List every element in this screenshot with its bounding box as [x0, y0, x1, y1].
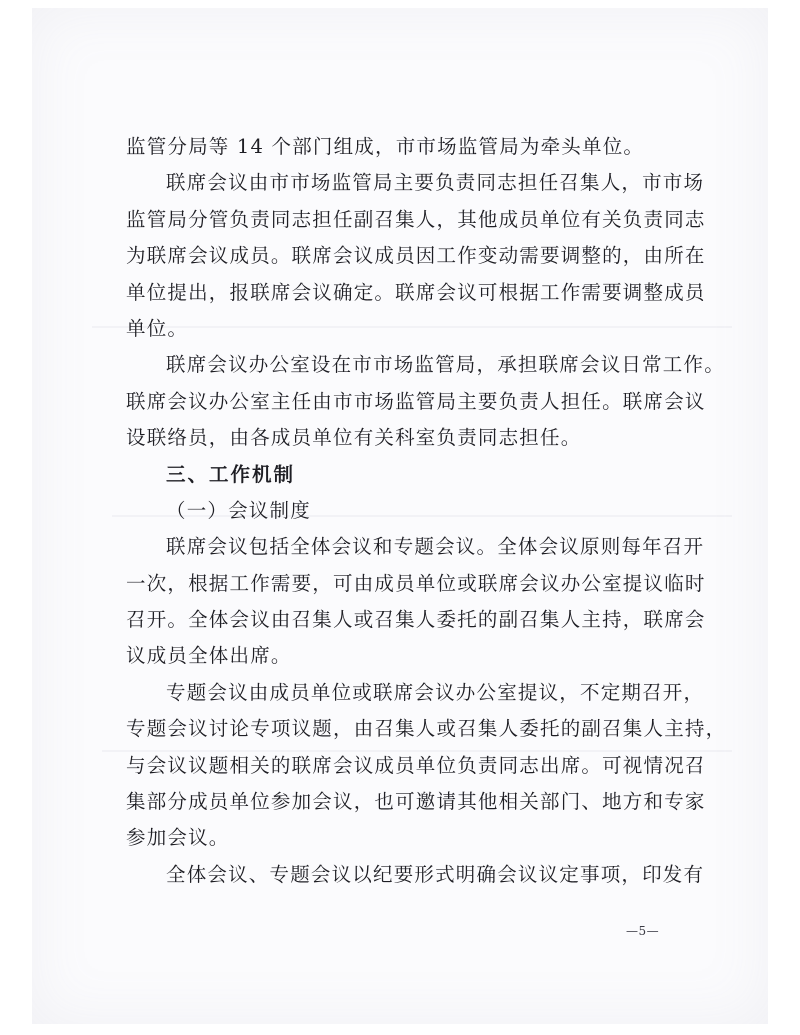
text-line: 专题会议讨论专项议题，由召集人或召集人委托的副召集人主持，	[126, 717, 727, 741]
text-line: 联席会议办公室主任由市市场监管局主要负责人担任。联席会议	[126, 389, 706, 413]
text-line: 单位提出，报联席会议确定。联席会议可根据工作需要调整成员	[126, 280, 706, 304]
text-line: 召开。全体会议由召集人或召集人委托的副召集人主持，联席会	[126, 608, 706, 632]
text-line: 设联络员，由各成员单位有关科室负责同志担任。	[126, 426, 582, 450]
text-line: 参加会议。	[126, 826, 230, 850]
text-line: 专题会议由成员单位或联席会议办公室提议，不定期召开，	[166, 680, 705, 704]
text-line: 联席会议由市市场监管局主要负责同志担任召集人，市市场	[166, 171, 705, 195]
text-line: 全体会议、专题会议以纪要形式明确会议议定事项，印发有	[166, 862, 705, 886]
text-line: 集部分成员单位参加会议，也可邀请其他相关部门、地方和专家	[126, 790, 706, 814]
text-line: 监管局分管负责同志担任副召集人，其他成员单位有关负责同志	[126, 207, 706, 231]
section-heading: 三、工作机制	[166, 462, 296, 486]
text-line: 为联席会议成员。联席会议成员因工作变动需要调整的，由所在	[126, 244, 706, 268]
page-number: —5—	[626, 924, 660, 938]
text-line: 监管分局等 14 个部门组成，市市场监管局为牵头单位。	[126, 135, 645, 158]
document-page	[32, 8, 768, 1024]
text-line: 单位。	[126, 316, 189, 340]
text-line: 与会议议题相关的联席会议成员单位负责同志出席。可视情况召	[126, 753, 706, 777]
body-text	[126, 129, 727, 893]
text-line: 联席会议办公室设在市市场监管局，承担联席会议日常工作。	[166, 353, 725, 377]
text-line: 联席会议包括全体会议和专题会议。全体会议原则每年召开	[166, 535, 705, 559]
subsection-heading: （一）会议制度	[166, 498, 311, 522]
text-line: 一次，根据工作需要，可由成员单位或联席会议办公室提议临时	[126, 571, 706, 595]
text-line: 议成员全体出席。	[126, 644, 292, 668]
